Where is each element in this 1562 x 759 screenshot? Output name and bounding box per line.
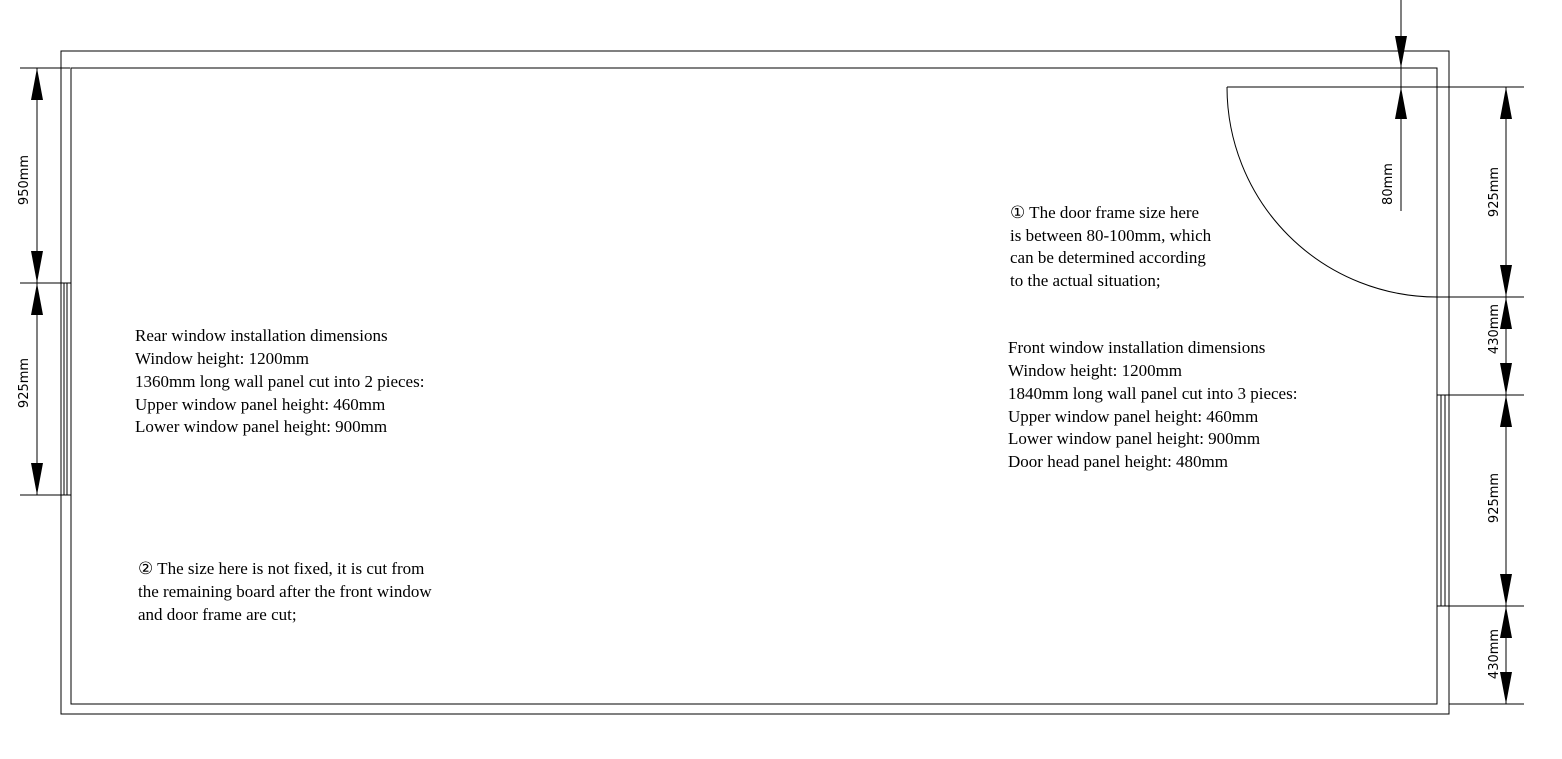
rear-window — [61, 283, 71, 495]
dim-label-left-window: 925mm — [17, 357, 32, 409]
note-line: to the actual situation; — [1010, 271, 1161, 290]
note-line: Window height: 1200mm — [1008, 361, 1183, 380]
note-line: Upper window panel height: 460mm — [135, 395, 386, 414]
arrow-up-icon — [31, 68, 43, 100]
arrow-down-icon — [31, 463, 43, 495]
note-line: the remaining board after the front window — [138, 582, 432, 601]
right-dimension-chain — [1437, 87, 1524, 704]
note-front-window — [1008, 338, 1297, 471]
note-line: Rear window installation dimensions — [135, 326, 388, 345]
note-rear-window — [135, 326, 424, 436]
dim-label-right-gap: 430mm — [1487, 303, 1502, 355]
door-frame-dimension — [1395, 0, 1407, 211]
arrow-down-icon — [1500, 363, 1512, 395]
note-line: ② The size here is not fixed, it is cut from — [138, 559, 425, 578]
dim-label-right-window: 925mm — [1487, 472, 1502, 524]
dim-label-right-top: 925mm — [1487, 166, 1502, 218]
note-line: can be determined according — [1010, 248, 1206, 267]
note-line: 1360mm long wall panel cut into 2 pieces: — [135, 372, 425, 391]
arrow-up-icon — [31, 283, 43, 315]
arrow-up-icon — [1500, 87, 1512, 119]
note-line: Front window installation dimensions — [1008, 338, 1266, 357]
arrow-up-icon — [1395, 87, 1407, 119]
dim-label-door-frame: 80mm — [1381, 163, 1396, 205]
note-line: is between 80-100mm, which — [1010, 226, 1212, 245]
note-line: Window height: 1200mm — [135, 349, 310, 368]
front-window — [1437, 395, 1449, 606]
dim-label-left-top: 950mm — [17, 154, 32, 206]
note-remaining-board — [138, 559, 432, 624]
left-dimension-chain — [20, 68, 70, 495]
note-door-frame — [1010, 203, 1212, 290]
note-line: Lower window panel height: 900mm — [1008, 429, 1261, 448]
note-line: 1840mm long wall panel cut into 3 pieces: — [1008, 384, 1298, 403]
arrow-down-icon — [31, 251, 43, 283]
note-line: Upper window panel height: 460mm — [1008, 407, 1259, 426]
note-line: and door frame are cut; — [138, 605, 297, 624]
note-line: Door head panel height: 480mm — [1008, 452, 1229, 471]
note-line: ① The door frame size here — [1010, 203, 1200, 222]
dim-label-right-bottom: 430mm — [1487, 628, 1502, 680]
arrow-down-icon — [1500, 574, 1512, 606]
note-line: Lower window panel height: 900mm — [135, 417, 388, 436]
arrow-down-icon — [1500, 265, 1512, 297]
arrow-up-icon — [1500, 395, 1512, 427]
arrow-down-icon — [1395, 36, 1407, 68]
